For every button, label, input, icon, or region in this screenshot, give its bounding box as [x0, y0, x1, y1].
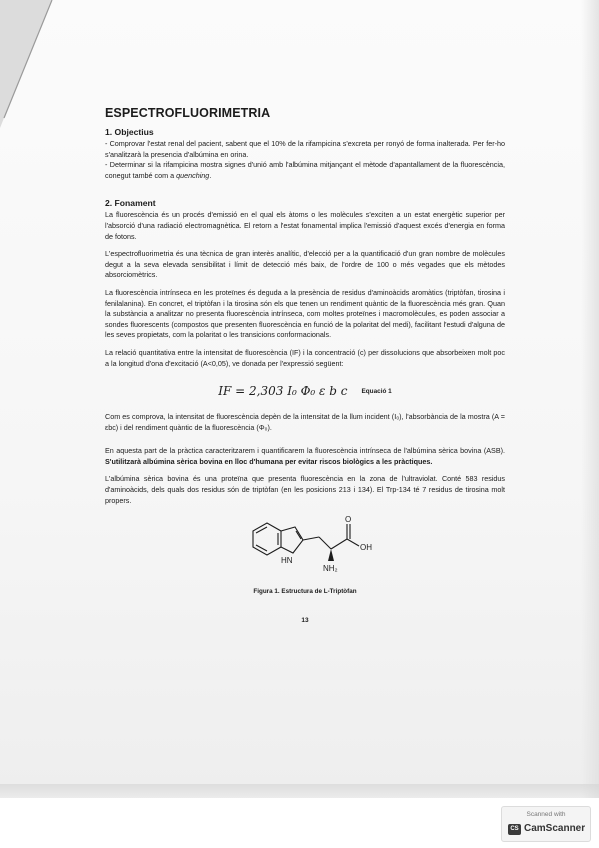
paragraph-quantitative-relation: La relació quantitativa entre la intensitat de fluorescència (IF) i la concentració (c) per dissolucions que absorbeixen molt poc a la longitud d'ona d'excitació (A<0,05), ve donada per l'expressió següent:: [105, 347, 505, 368]
paragraph-fluorescence-definition: La fluorescència és un procés d'emissió en el qual els àtoms o les molècules s'exciten a un estat energètic superior per l'absorció d'una radiació electromagnètica. El retorn a l'estat fonamental implica l'emissió d'aquest excés d'energia en forma de fotons.: [105, 210, 505, 241]
camscanner-logo-icon: CS: [508, 824, 521, 835]
scanner-name: CamScanner: [524, 823, 586, 834]
document-title: ESPECTROFLUORIMETRIA: [105, 106, 271, 120]
page-edge-shadow: [581, 0, 599, 798]
asb-text: En aquesta part de la pràctica caracteritzarem i quantificarem la fluorescència intrínseca de l'albúmina sèrica bovina (ASB).: [105, 446, 505, 456]
label-hn: HN: [281, 556, 293, 566]
equation-label: Equació 1: [361, 388, 392, 396]
paragraph-intrinsic-fluorescence: La fluorescència intrínseca en les proteïnes és deguda a la presència de residus d'aminoàcids aromàtics (triptòfan, tirosina i fenilalanina). En concret, el triptòfan i la tirosina són els que tenen un rendiment quàntic de la fluorescència més gran. Quan la substància a analitzar no presenta fluorescència intrínseca, com moltes proteïnes i macromolècules, es poden associar a sondes fluorescents (compostos que presenten fluorescència en funció de la polaritat del medi), facilitant l'estudi d'alguna de les seves propietats, com la polaritat o les transicions conformacionals.: [105, 287, 505, 340]
quenching-term: quenching: [176, 170, 210, 180]
figure-caption: Figura 1. Estructura de L-Triptòfan: [253, 588, 357, 596]
section-heading-fonament: 2. Fonament: [105, 198, 156, 209]
page-bottom-shadow: [0, 784, 599, 798]
page-number: 13: [301, 616, 309, 624]
objective-1: - Comprovar l'estat renal del pacient, sabent que el 10% de la rifampicina s'excreta per ronyó de forma inalterada. Per fer-ho s'analitzarà la presencia d'albúmina en orina.: [105, 139, 505, 159]
paragraph-equation-explanation: Com es comprova, la intensitat de fluorescència depèn de la intensitat de la llum incident (I₀), l'absorbància de la mostra (A = εbc) i del rendiment quàntic de la fluorescència (Φ₀).: [105, 412, 505, 432]
document-body: [105, 106, 505, 626]
label-nh2: NH₂: [323, 564, 338, 574]
tryptophan-structure-figure: [105, 513, 505, 583]
paragraph-bovine-albumin: L'albúmina sèrica bovina és una proteïna que presenta fluorescència en la zona de l'ultraviolat. Conté 583 residus d'aminoàcids, dels quals dos residus són de triptòfan (en les posicions 213 i 134). El Trp-134 té 7 residus de tirosina molt propers.: [105, 474, 505, 505]
label-oh: OH: [360, 543, 372, 553]
camscanner-watermark: [501, 806, 591, 842]
equation-formula: IF = 2,303 I₀ Φ₀ ε b c: [218, 384, 348, 399]
scanner-small-text: Scanned with: [526, 811, 566, 818]
wedge-bond: [328, 549, 334, 561]
asb-warning-text: S'utilitzarà albúmina sèrica bovina en lloc d'humana per evitar riscos biològics a les pràctiques.: [105, 456, 433, 466]
equation-1: [105, 383, 505, 400]
label-o: O: [345, 515, 352, 525]
paragraph-spectrofluorimetry: L'espectrofluorimetria és una tècnica de gran interès analític, d'elecció per a la quantificació d'un gran nombre de molècules degut a la seva elevada sensibilitat i límit de detecció més baix, de l'ordre de 100 o més vegades que els mètodes absorciomètrics.: [105, 249, 505, 280]
tryptophan-structure-diagram: [105, 513, 505, 583]
page-corner-fold: [0, 0, 70, 130]
paragraph-asb: [105, 446, 505, 467]
objective-2: - Determinar si la rifampicina mostra signes d'unió amb l'albúmina mitjançant el mètode d'apantallament de la fluorescència, conegut també com a quenching.: [105, 160, 505, 180]
section-heading-objectius: 1. Objectius: [105, 127, 154, 137]
